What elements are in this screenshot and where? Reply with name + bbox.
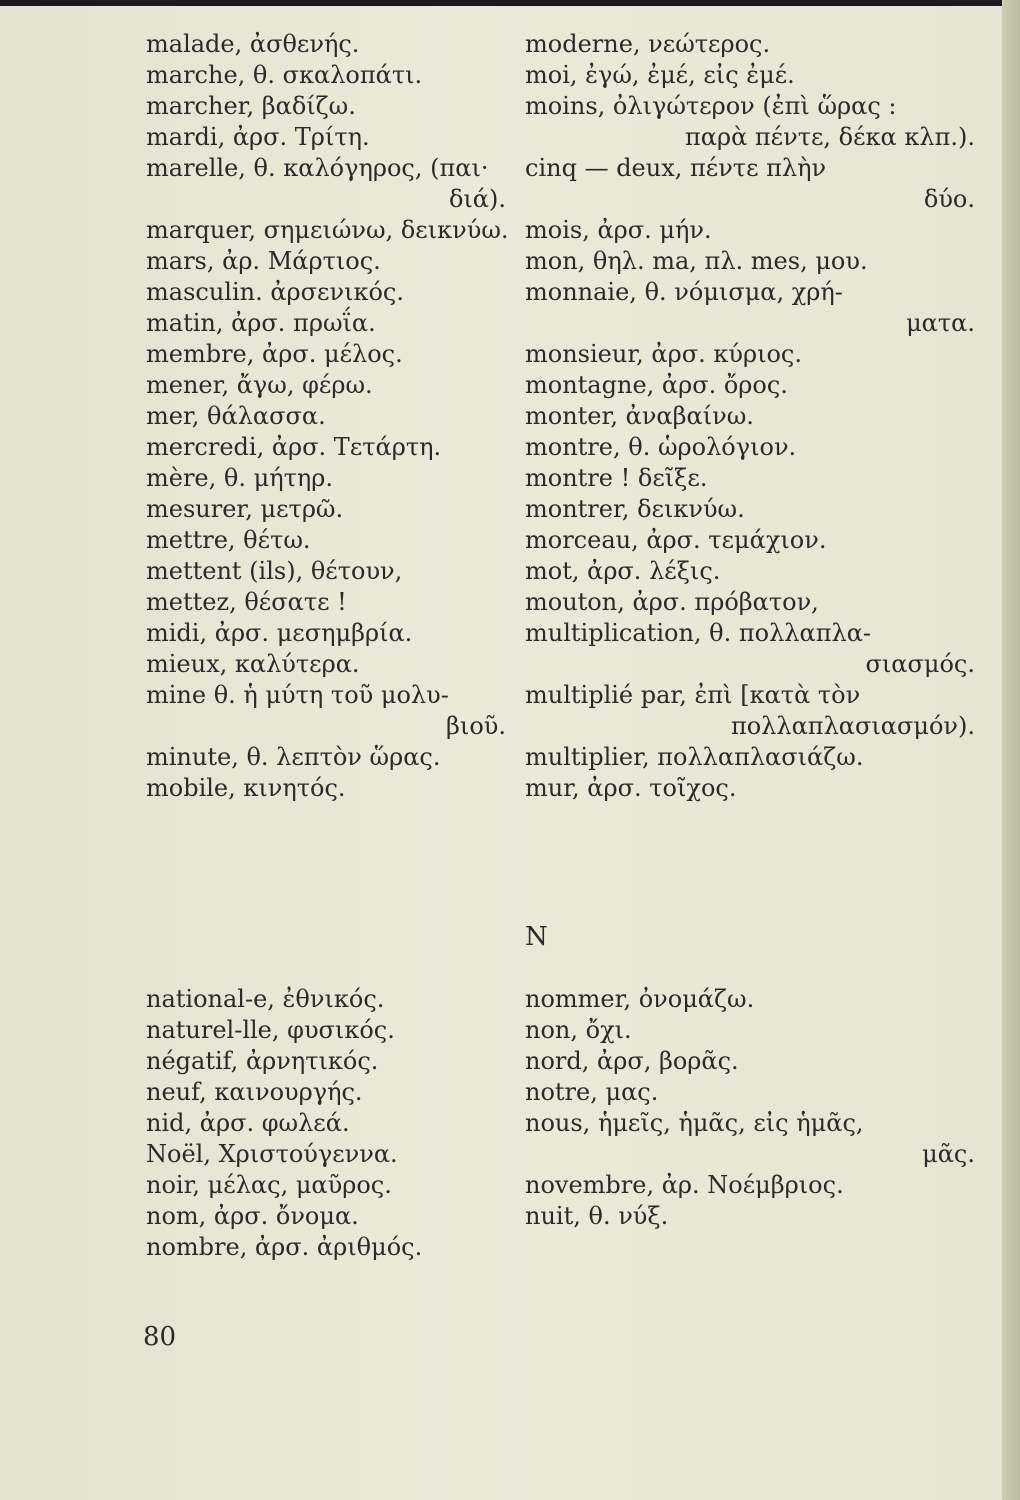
dictionary-entry: mener, ἄγω, φέρω. bbox=[146, 371, 373, 399]
dictionary-entry: montre, θ. ὡρολόγιον. bbox=[525, 433, 797, 461]
dictionary-entry: Noël, Χριστούγεννα. bbox=[146, 1140, 398, 1168]
dictionary-entry: cinq — deux, πέντε πλὴν bbox=[525, 154, 827, 182]
dictionary-entry: nuit, θ. νύξ. bbox=[525, 1202, 669, 1230]
dictionary-entry: mine θ. ἡ μύτη τοῦ μολυ- bbox=[146, 681, 449, 709]
dictionary-entry: mois, ἀρσ. μήν. bbox=[525, 216, 712, 244]
dictionary-entry: midi, ἀρσ. μεσημβρία. bbox=[146, 619, 413, 647]
dictionary-entry: monnaie, θ. νόμισμα, χρή- bbox=[525, 278, 843, 306]
dictionary-entry: mon, θηλ. ma, πλ. mes, μου. bbox=[525, 247, 868, 275]
dictionary-entry: mettent (ils), θέτουν, bbox=[146, 557, 403, 585]
dictionary-entry: national-e, ἐθνικός. bbox=[146, 985, 385, 1013]
entry-continuation: βιοῦ. bbox=[446, 712, 506, 740]
dictionary-entry: neuf, καινουργής. bbox=[146, 1078, 363, 1106]
dictionary-entry: mercredi, ἀρσ. Τετάρτη. bbox=[146, 433, 442, 461]
dictionary-entry: marche, θ. σκαλοπάτι. bbox=[146, 61, 423, 89]
dictionary-entry: mardi, ἀρσ. Τρίτη. bbox=[146, 123, 370, 151]
entry-continuation: μᾶς. bbox=[922, 1140, 975, 1168]
dictionary-entry: nord, ἀρσ, βορᾶς. bbox=[525, 1047, 739, 1075]
page-number: 80 bbox=[143, 1322, 177, 1352]
dictionary-entry: novembre, ἀρ. Νοέμβριος. bbox=[525, 1171, 844, 1199]
dictionary-entry: mesurer, μετρῶ. bbox=[146, 495, 344, 523]
dictionary-entry: mars, ἀρ. Μάρτιος. bbox=[146, 247, 381, 275]
left-column-n bbox=[146, 985, 506, 1264]
dictionary-entry: mer, θάλασσα. bbox=[146, 402, 326, 430]
entry-continuation: πολλαπλασιασμόν). bbox=[730, 712, 975, 740]
dictionary-entry: mobile, κινητός. bbox=[146, 774, 346, 802]
dictionary-entry: monsieur, ἀρσ. κύριος. bbox=[525, 340, 802, 368]
dictionary-entry: matin, ἀρσ. πρωΐα. bbox=[146, 309, 376, 337]
right-column-m bbox=[525, 30, 975, 805]
scan-right-edge bbox=[1002, 0, 1020, 1500]
dictionary-entry: nom, ἀρσ. ὄνομα. bbox=[146, 1202, 359, 1230]
dictionary-entry: marquer, σημειώνω, δεικνύω. bbox=[146, 216, 509, 244]
entry-continuation: σιασμός. bbox=[865, 650, 975, 678]
dictionary-entry: masculin. ἀρσενικός. bbox=[146, 278, 404, 306]
dictionary-entry: moins, ὀλιγώτερον (ἐπὶ ὥρας : bbox=[525, 92, 897, 120]
entry-continuation: παρὰ πέντε, δέκα κλπ.). bbox=[684, 123, 975, 151]
dictionary-entry: négatif, ἀρνητικός. bbox=[146, 1047, 379, 1075]
section-letter-n: N bbox=[525, 922, 548, 952]
dictionary-entry: montre ! δεῖξε. bbox=[525, 464, 708, 492]
dictionary-entry: monter, ἀναβαίνω. bbox=[525, 402, 754, 430]
dictionary-entry: non, ὄχι. bbox=[525, 1016, 632, 1044]
dictionary-entry: mettre, θέτω. bbox=[146, 526, 311, 554]
dictionary-entry: montagne, ἀρσ. ὄρος. bbox=[525, 371, 788, 399]
entry-continuation: ματα. bbox=[906, 309, 975, 337]
dictionary-entry: mère, θ. μήτηρ. bbox=[146, 464, 333, 492]
dictionary-entry: moi, ἐγώ, ἐμέ, εἰς ἐμέ. bbox=[525, 61, 795, 89]
dictionary-entry: mot, ἀρσ. λέξις. bbox=[525, 557, 721, 585]
dictionary-entry: naturel-lle, φυσικός. bbox=[146, 1016, 395, 1044]
dictionary-entry: notre, μας. bbox=[525, 1078, 659, 1106]
entry-continuation: δύο. bbox=[923, 185, 975, 213]
dictionary-entry: nous, ἡμεῖς, ἡμᾶς, εἰς ἡμᾶς, bbox=[525, 1109, 864, 1137]
dictionary-entry: mouton, ἀρσ. πρόβατον, bbox=[525, 588, 819, 616]
dictionary-entry: minute, θ. λεπτὸν ὥρας. bbox=[146, 743, 441, 771]
right-column-n bbox=[525, 985, 975, 1233]
dictionary-entry: nid, ἀρσ. φωλεά. bbox=[146, 1109, 350, 1137]
left-column-m bbox=[146, 30, 509, 805]
dictionary-entry: multiplié par, ἐπὶ [κατὰ τὸν bbox=[525, 681, 861, 709]
dictionary-entry: noir, μέλας, μαῦρος. bbox=[146, 1171, 392, 1199]
dictionary-entry: marcher, βαδίζω. bbox=[146, 92, 356, 120]
dictionary-entry: mettez, θέσατε ! bbox=[146, 588, 347, 616]
dictionary-entry: nommer, ὀνομάζω. bbox=[525, 985, 755, 1013]
dictionary-entry: malade, ἀσθενής. bbox=[146, 30, 360, 58]
dictionary-entry: morceau, ἀρσ. τεμάχιον. bbox=[525, 526, 827, 554]
dictionary-entry: marelle, θ. καλόγηρος, (παι· bbox=[146, 154, 489, 182]
dictionary-entry: montrer, δεικνύω. bbox=[525, 495, 745, 523]
dictionary-entry: mieux, καλύτερα. bbox=[146, 650, 360, 678]
dictionary-entry: multiplication, θ. πολλαπλα- bbox=[525, 619, 872, 647]
scan-top-border bbox=[0, 0, 1020, 6]
dictionary-entry: nombre, ἀρσ. ἀριθμός. bbox=[146, 1233, 423, 1261]
dictionary-entry: mur, ἀρσ. τοῖχος. bbox=[525, 774, 737, 802]
dictionary-entry: membre, ἀρσ. μέλος. bbox=[146, 340, 403, 368]
dictionary-entry: multiplier, πολλαπλασιάζω. bbox=[525, 743, 864, 771]
dictionary-entry: moderne, νεώτερος. bbox=[525, 30, 771, 58]
entry-continuation: διά). bbox=[448, 185, 506, 213]
